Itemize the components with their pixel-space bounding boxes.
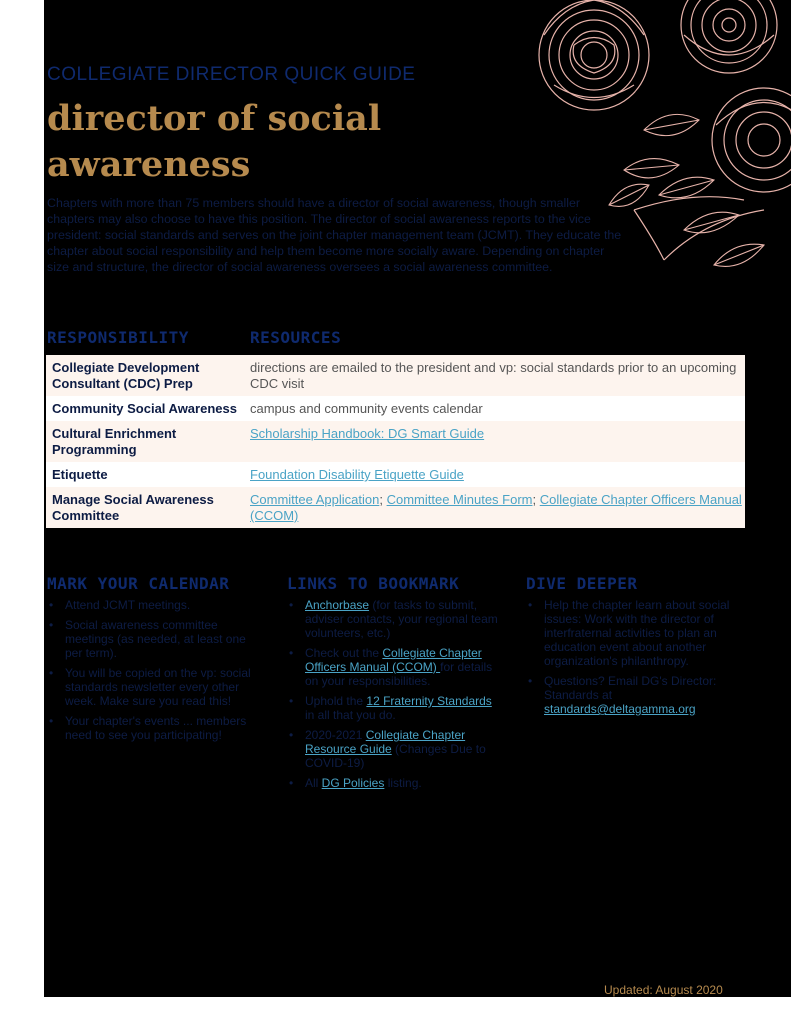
table-row (46, 421, 745, 462)
anchorbase-link[interactable]: Anchorbase (305, 598, 370, 612)
committee-application-link[interactable]: Committee Application (250, 492, 380, 507)
resource-guide-link[interactable]: Collegiate Chapter Resource Guide (305, 728, 466, 756)
separator: ; (379, 492, 387, 507)
table-row (46, 487, 745, 528)
responsibility-cell: Etiquette (52, 467, 108, 482)
etiquette-guide-link[interactable]: Foundation Disability Etiquette Guide (250, 467, 464, 482)
list-item: • Questions? Email DG's Director: Standards at standards@deltagamma.org (526, 674, 741, 716)
table-row (46, 462, 745, 487)
list-item: • Check out the Collegiate Chapter Officers Manual (CCOM) for details on your responsibilities. (287, 646, 502, 688)
list-item: • Social awareness committee meetings (as needed, at least one per term). (47, 618, 255, 660)
resource-cell (244, 462, 745, 487)
table-row (46, 355, 745, 396)
scholarship-handbook-link[interactable]: Scholarship Handbook: DG Smart Guide (250, 426, 485, 441)
responsibility-cell: Collegiate Development Consultant (CDC) Prep (52, 360, 200, 391)
list-item: • All DG Policies listing. (287, 776, 502, 790)
responsibility-table (46, 355, 745, 528)
ccom-link[interactable]: Collegiate Chapter Officers Manual (CCOM) (250, 492, 742, 523)
standards-email-link[interactable]: standards@deltagamma.org (544, 702, 696, 716)
responsibility-cell: Cultural Enrichment Programming (52, 426, 177, 457)
dive-deeper-list (526, 598, 741, 722)
list-item: • You will be copied on the vp: social standards newsletter every other week. Make sure you read this! (47, 666, 255, 708)
resource-cell: campus and community events calendar (250, 401, 483, 416)
separator: ; (532, 492, 540, 507)
responsibility-cell: Community Social Awareness (52, 401, 237, 416)
list-item: • Your chapter's events ... members need to see you participating! (47, 714, 255, 742)
list-item: • Uphold the 12 Fraternity Standards in all that you do. (287, 694, 502, 722)
responsibility-column-header: RESPONSIBILITY (47, 328, 189, 347)
table-row (46, 396, 745, 421)
intro-paragraph: Chapters with more than 75 members should have a director of social awareness, though smaller chapters may also choose to have this position. The director of social awareness reports to the vice president: social standards and serves on the joint chapter management team (JCMT). They educate the chapter about social responsibility and help them become more socially aware. Depending on chapter size and structure, the director of social awareness oversees a social awareness committee. (47, 196, 622, 274)
resource-cell (244, 487, 745, 528)
list-item: • Help the chapter learn about social issues: Work with the director of interfraternal activities to plan an education event about another organization's philanthropy. (526, 598, 741, 668)
resource-cell: directions are emailed to the president and vp: social standards prior to an upcoming CDC visit (250, 360, 737, 391)
mark-calendar-heading: MARK YOUR CALENDAR (47, 574, 230, 593)
mark-calendar-list (47, 598, 255, 748)
links-bookmark-heading: LINKS TO BOOKMARK (287, 574, 460, 593)
resource-cell (244, 421, 745, 462)
updated-date: Updated: August 2020 (604, 983, 723, 997)
page-title: director of social awareness (47, 98, 382, 185)
responsibility-cell: Manage Social Awareness Committee (52, 492, 214, 523)
list-item: • Attend JCMT meetings. (47, 598, 255, 612)
links-bookmark-list (287, 598, 502, 796)
dive-deeper-heading: DIVE DEEPER (526, 574, 638, 593)
guide-page (44, 0, 791, 997)
list-item: • 2020-2021 Collegiate Chapter Resource Guide (Changes Due to COVID-19) (287, 728, 502, 770)
dg-policies-link[interactable]: DG Policies (321, 776, 385, 790)
guide-kicker: COLLEGIATE DIRECTOR QUICK GUIDE (47, 64, 416, 85)
resources-column-header: RESOURCES (250, 328, 342, 347)
ccom-manual-link[interactable]: Collegiate Chapter Officers Manual (CCOM) (305, 646, 482, 674)
list-item: • Anchorbase (for tasks to submit, adviser contacts, your regional team volunteers, etc.) (287, 598, 502, 640)
fraternity-standards-link[interactable]: 12 Fraternity Standards (366, 694, 492, 708)
committee-minutes-link[interactable]: Committee Minutes Form (386, 492, 533, 507)
